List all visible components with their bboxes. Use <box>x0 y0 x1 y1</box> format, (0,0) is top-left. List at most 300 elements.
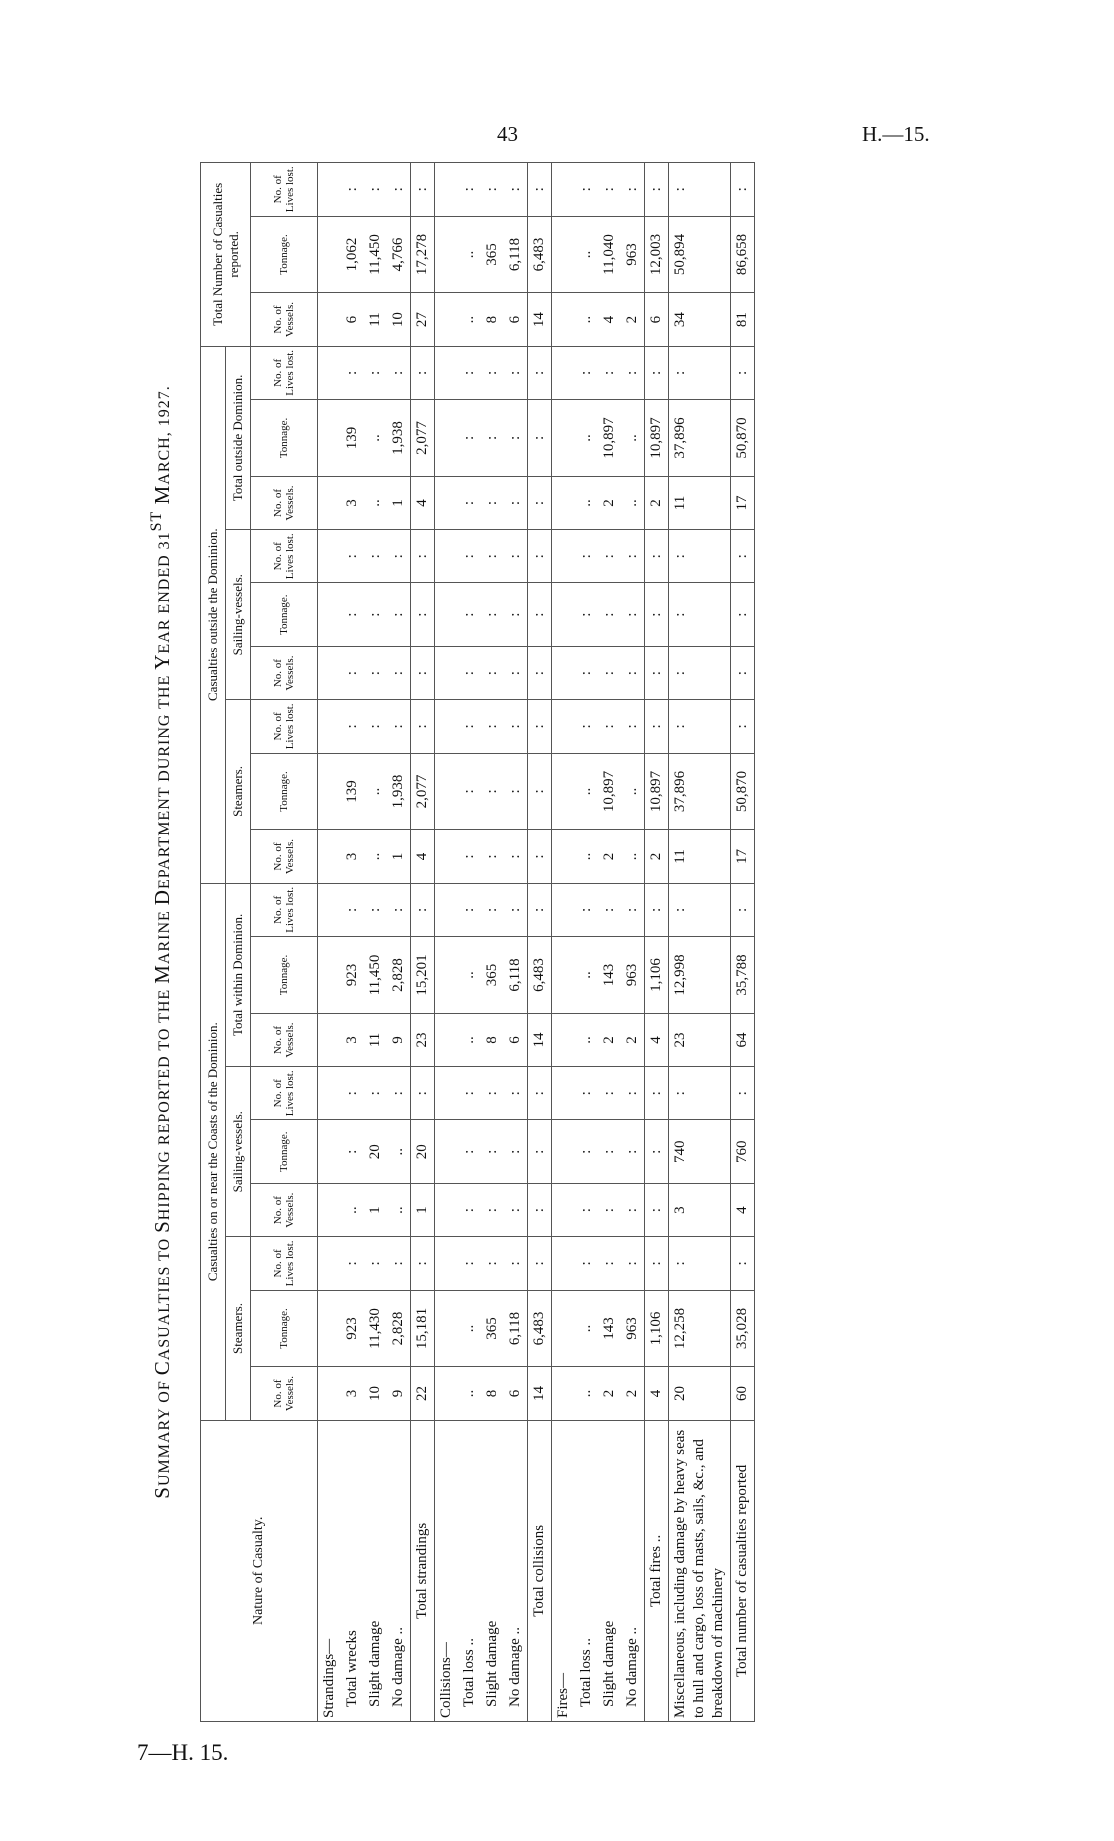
table-cell: .. <box>575 1367 598 1420</box>
table-cell: 10,897 <box>598 400 621 477</box>
column-header-lives: No. of Lives lost. <box>251 700 318 753</box>
table-cell: 11 <box>364 293 387 346</box>
table-cell: .. <box>458 293 481 346</box>
table-cell: 2 <box>621 1367 645 1420</box>
table-cell <box>318 700 342 753</box>
table-cell: .. <box>364 830 387 883</box>
table-cell: 10,897 <box>645 753 669 830</box>
table-cell: : <box>504 346 528 399</box>
table-cell: : <box>598 883 621 936</box>
table-cell: : <box>364 163 387 217</box>
table-row <box>481 163 504 1722</box>
table-cell: 4 <box>411 476 435 529</box>
table-cell: : <box>458 700 481 753</box>
table-cell <box>552 1183 576 1236</box>
table-cell <box>552 346 576 399</box>
table-cell: : <box>731 163 755 217</box>
table-cell: .. <box>387 1183 411 1236</box>
table-cell: 11,430 <box>364 1290 387 1367</box>
table-cell: .. <box>575 753 598 830</box>
table-cell: 50,870 <box>731 753 755 830</box>
header-sailing-vessels: Sailing-vessels. <box>226 1067 251 1237</box>
table-cell: 4,766 <box>387 216 411 293</box>
table-cell: : <box>458 1237 481 1290</box>
column-header-lives: No. of Lives lost. <box>251 883 318 936</box>
table-cell <box>552 530 576 583</box>
table-cell: 1 <box>387 476 411 529</box>
table-cell: 2 <box>598 476 621 529</box>
table-cell <box>318 646 342 699</box>
table-cell: : <box>458 753 481 830</box>
table-cell: : <box>645 530 669 583</box>
table-cell: : <box>575 1237 598 1290</box>
column-header-vessels: No. of Vessels. <box>251 830 318 883</box>
table-cell: : <box>411 583 435 647</box>
table-cell: : <box>528 1183 552 1236</box>
table-cell: 6 <box>504 1367 528 1420</box>
column-header-vessels: No. of Vessels. <box>251 646 318 699</box>
table-cell: : <box>575 346 598 399</box>
table-cell: 37,896 <box>669 400 731 477</box>
table-cell: : <box>575 163 598 217</box>
table-cell: 15,201 <box>411 937 435 1014</box>
table-cell: 9 <box>387 1013 411 1066</box>
table-cell: 15,181 <box>411 1290 435 1367</box>
table-row <box>387 163 411 1722</box>
table-cell <box>318 1013 342 1066</box>
table-cell <box>435 476 459 529</box>
table-cell: 2 <box>645 830 669 883</box>
table-cell: 22 <box>411 1367 435 1420</box>
column-header-lives: No. of Lives lost. <box>251 346 318 399</box>
row-label-strandings-no-damage: No damage .. <box>387 1420 411 1721</box>
table-cell: : <box>481 346 504 399</box>
table-cell: 60 <box>731 1367 755 1420</box>
table-cell: 37,896 <box>669 753 731 830</box>
table-cell: 963 <box>621 937 645 1014</box>
table-cell: : <box>528 163 552 217</box>
table-cell: : <box>387 530 411 583</box>
table-cell: : <box>504 583 528 647</box>
page-number: 43 <box>497 122 518 146</box>
table-cell: : <box>669 583 731 647</box>
table-cell: .. <box>458 1013 481 1066</box>
table-cell: : <box>481 163 504 217</box>
table-cell: .. <box>621 830 645 883</box>
table-cell: : <box>528 883 552 936</box>
table-cell <box>435 346 459 399</box>
table-cell: 6,483 <box>528 1290 552 1367</box>
table-row <box>575 163 598 1722</box>
table-cell <box>318 583 342 647</box>
table-cell: : <box>621 163 645 217</box>
header-group-on-near-coasts: Casualties on or near the Coasts of the Dominion. <box>201 883 226 1420</box>
casualties-table <box>200 162 755 1722</box>
table-cell: : <box>411 1237 435 1290</box>
table-cell: : <box>364 530 387 583</box>
table-cell: 3 <box>341 1367 364 1420</box>
table-cell: 6,118 <box>504 216 528 293</box>
table-cell: : <box>481 476 504 529</box>
column-header-tonnage: Tonnage. <box>251 583 318 647</box>
table-row <box>621 163 645 1722</box>
table-cell: : <box>481 1183 504 1236</box>
column-header-vessels: No. of Vessels. <box>251 1367 318 1420</box>
column-header-vessels: No. of Vessels. <box>251 476 318 529</box>
table-cell: : <box>481 1120 504 1184</box>
table-cell: : <box>528 400 552 477</box>
table-cell: : <box>504 700 528 753</box>
table-cell: .. <box>575 400 598 477</box>
table-cell: 4 <box>645 1013 669 1066</box>
table-cell: : <box>575 883 598 936</box>
table-cell: 4 <box>598 293 621 346</box>
row-label-strandings-slight: Slight damage <box>364 1420 387 1721</box>
table-cell: : <box>731 883 755 936</box>
table-cell: : <box>458 163 481 217</box>
table-cell: 3 <box>341 830 364 883</box>
table-row <box>341 163 364 1722</box>
table-cell: : <box>621 646 645 699</box>
table-cell: 14 <box>528 293 552 346</box>
table-cell: : <box>528 830 552 883</box>
table-cell: : <box>411 883 435 936</box>
table-cell <box>318 293 342 346</box>
table-cell: .. <box>575 937 598 1014</box>
table-cell: : <box>598 1120 621 1184</box>
table-cell: : <box>458 830 481 883</box>
table-cell: 6,483 <box>528 216 552 293</box>
table-cell: 2 <box>598 1013 621 1066</box>
table-cell: 23 <box>411 1013 435 1066</box>
table-cell: .. <box>575 293 598 346</box>
row-label-strandings-total-wrecks: Total wrecks <box>341 1420 364 1721</box>
header-nature-of-casualty: Nature of Casualty. <box>201 1420 318 1721</box>
table-cell: : <box>341 1067 364 1120</box>
footer-mark: 7—H. 15. <box>137 1740 229 1765</box>
table-cell: 2,077 <box>411 753 435 830</box>
table-cell: : <box>458 346 481 399</box>
table-cell: : <box>528 646 552 699</box>
table-cell <box>318 530 342 583</box>
table-cell <box>318 400 342 477</box>
table-cell: : <box>481 646 504 699</box>
table-cell: 17,278 <box>411 216 435 293</box>
table-cell: : <box>669 646 731 699</box>
table-cell: : <box>575 1183 598 1236</box>
table-cell: 35,028 <box>731 1290 755 1367</box>
table-cell: : <box>645 646 669 699</box>
table-cell: : <box>387 700 411 753</box>
table-cell <box>318 883 342 936</box>
table-cell: 8 <box>481 293 504 346</box>
table-cell: : <box>341 883 364 936</box>
table-cell: : <box>669 1237 731 1290</box>
table-cell: : <box>481 700 504 753</box>
table-cell: 12,003 <box>645 216 669 293</box>
table-cell: : <box>621 883 645 936</box>
table-cell <box>435 1367 459 1420</box>
table-cell: : <box>645 883 669 936</box>
table-cell: 81 <box>731 293 755 346</box>
table-cell <box>435 753 459 830</box>
table-cell: 1,106 <box>645 1290 669 1367</box>
table-cell <box>552 883 576 936</box>
table-cell: .. <box>621 476 645 529</box>
table-cell: : <box>481 583 504 647</box>
table-cell: .. <box>575 476 598 529</box>
column-header-lives: No. of Lives lost. <box>251 163 318 217</box>
table-cell: : <box>364 1237 387 1290</box>
table-cell: : <box>387 883 411 936</box>
table-cell: : <box>387 346 411 399</box>
table-cell: : <box>504 830 528 883</box>
table-cell: : <box>341 1120 364 1184</box>
table-cell: 34 <box>669 293 731 346</box>
table-cell: : <box>598 1237 621 1290</box>
table-cell: 963 <box>621 216 645 293</box>
table-cell <box>552 583 576 647</box>
table-cell: : <box>387 1067 411 1120</box>
row-label-miscellaneous: Miscellaneous, including damage by heavy seas to hull and cargo, loss of masts, sails, &c., and breakdown of machinery <box>669 1420 731 1721</box>
table-cell: : <box>504 163 528 217</box>
table-cell: : <box>528 1120 552 1184</box>
table-row <box>435 163 459 1722</box>
table-cell: .. <box>621 400 645 477</box>
table-cell: : <box>731 700 755 753</box>
table-cell: : <box>575 700 598 753</box>
table-cell: 11,040 <box>598 216 621 293</box>
table-cell <box>552 476 576 529</box>
table-cell: : <box>364 346 387 399</box>
table-cell: : <box>528 476 552 529</box>
table-cell: : <box>621 700 645 753</box>
table-cell: .. <box>575 830 598 883</box>
table-cell: : <box>621 346 645 399</box>
table-cell <box>435 700 459 753</box>
table-cell: 11 <box>364 1013 387 1066</box>
table-cell: : <box>645 1067 669 1120</box>
column-header-tonnage: Tonnage. <box>251 400 318 477</box>
table-cell <box>552 400 576 477</box>
table-cell: : <box>504 1120 528 1184</box>
table-cell: 1,938 <box>387 753 411 830</box>
header-sailing-vessels-outside: Sailing-vessels. <box>226 530 251 700</box>
table-cell: 3 <box>341 476 364 529</box>
table-cell: : <box>458 476 481 529</box>
table-cell: : <box>504 530 528 583</box>
table-cell: 2 <box>645 476 669 529</box>
table-cell: 6 <box>645 293 669 346</box>
table-cell: : <box>621 1183 645 1236</box>
table-cell: : <box>645 1237 669 1290</box>
table-cell: : <box>669 1067 731 1120</box>
column-header-vessels: No. of Vessels. <box>251 1183 318 1236</box>
column-header-lives: No. of Lives lost. <box>251 1067 318 1120</box>
table-cell <box>318 937 342 1014</box>
table-cell <box>435 1120 459 1184</box>
table-cell: 2,828 <box>387 937 411 1014</box>
table-cell: : <box>458 883 481 936</box>
table-cell: : <box>458 400 481 477</box>
table-cell <box>435 1290 459 1367</box>
table-cell <box>435 216 459 293</box>
table-cell <box>552 1290 576 1367</box>
table-cell: 923 <box>341 937 364 1014</box>
table-cell <box>552 1067 576 1120</box>
table-cell: .. <box>458 1290 481 1367</box>
table-cell <box>318 1120 342 1184</box>
header-total-within-dominion: Total within Dominion. <box>226 883 251 1067</box>
table-cell: : <box>341 530 364 583</box>
table-cell: 6,118 <box>504 937 528 1014</box>
table-row <box>645 163 669 1722</box>
table-cell <box>552 1237 576 1290</box>
table-cell: 20 <box>669 1367 731 1420</box>
table-cell <box>318 346 342 399</box>
table-cell: : <box>341 163 364 217</box>
table-cell: 760 <box>731 1120 755 1184</box>
table-cell: 8 <box>481 1013 504 1066</box>
table-cell: : <box>387 583 411 647</box>
table-cell: : <box>504 883 528 936</box>
table-cell: : <box>669 163 731 217</box>
table-cell: 4 <box>731 1183 755 1236</box>
table-cell: 6,483 <box>528 937 552 1014</box>
table-cell: : <box>731 583 755 647</box>
table-cell: .. <box>575 216 598 293</box>
table-cell: : <box>598 1183 621 1236</box>
column-header-vessels: No. of Vessels. <box>251 293 318 346</box>
table-cell <box>435 163 459 217</box>
table-cell: 2,077 <box>411 400 435 477</box>
table-cell: 6 <box>504 293 528 346</box>
table-cell <box>318 1067 342 1120</box>
row-label-fires-total-loss: Total loss .. <box>575 1420 598 1721</box>
table-cell: : <box>504 400 528 477</box>
row-label-collisions-head: Collisions— <box>435 1420 459 1721</box>
table-cell: : <box>528 583 552 647</box>
table-cell: : <box>387 163 411 217</box>
table-body <box>318 163 755 1722</box>
table-cell: : <box>341 346 364 399</box>
table-cell: 1,106 <box>645 937 669 1014</box>
table-cell: : <box>621 1237 645 1290</box>
table-cell: : <box>528 1067 552 1120</box>
table-cell: : <box>364 583 387 647</box>
table-cell: : <box>645 1120 669 1184</box>
table-cell: : <box>411 163 435 217</box>
table-cell: 8 <box>481 1367 504 1420</box>
row-label-grand-total: Total number of casualties reported <box>731 1420 755 1721</box>
table-cell: : <box>575 1067 598 1120</box>
table-cell: 20 <box>364 1120 387 1184</box>
table-cell: 11,450 <box>364 937 387 1014</box>
table-cell: 14 <box>528 1367 552 1420</box>
table-cell <box>552 163 576 217</box>
table-cell <box>435 1183 459 1236</box>
table-cell: 143 <box>598 1290 621 1367</box>
table-cell: : <box>598 583 621 647</box>
table-row <box>504 163 528 1722</box>
table-cell: : <box>481 883 504 936</box>
table-cell: : <box>621 1120 645 1184</box>
table-cell <box>552 1120 576 1184</box>
table-cell: : <box>411 1067 435 1120</box>
table-cell <box>435 583 459 647</box>
table-row <box>669 163 731 1722</box>
table-cell: : <box>645 1183 669 1236</box>
table-cell: .. <box>387 1120 411 1184</box>
table-row <box>411 163 435 1722</box>
table-cell: : <box>621 1067 645 1120</box>
table-cell <box>552 937 576 1014</box>
table-cell: 9 <box>387 1367 411 1420</box>
table-cell: 10,897 <box>645 400 669 477</box>
table-cell: : <box>528 1237 552 1290</box>
table-cell <box>552 753 576 830</box>
table-cell: 50,870 <box>731 400 755 477</box>
table-cell: 64 <box>731 1013 755 1066</box>
table-cell: .. <box>364 476 387 529</box>
table-cell: 3 <box>669 1183 731 1236</box>
column-header-tonnage: Tonnage. <box>251 1120 318 1184</box>
table-cell: : <box>598 530 621 583</box>
table-cell: : <box>669 883 731 936</box>
table-cell: .. <box>458 216 481 293</box>
table-cell: : <box>458 1120 481 1184</box>
table-cell: : <box>458 1067 481 1120</box>
column-header-lives: No. of Lives lost. <box>251 1237 318 1290</box>
table-cell: : <box>364 646 387 699</box>
table-cell: : <box>598 1067 621 1120</box>
table-cell <box>318 1367 342 1420</box>
table-cell: 11 <box>669 476 731 529</box>
table-cell: : <box>504 1067 528 1120</box>
table-cell: 6 <box>504 1013 528 1066</box>
page-title: SUMMARY OF CASUALTIES TO SHIPPING REPORTED TO THE MARINE DEPARTMENT DURING THE YEAR ENDED 31ST MARCH, 1927. <box>148 385 174 1499</box>
table-cell: 10 <box>364 1367 387 1420</box>
table-cell: 1 <box>387 830 411 883</box>
table-cell: 139 <box>341 400 364 477</box>
table-row <box>364 163 387 1722</box>
table-cell: 2 <box>598 830 621 883</box>
table-cell <box>435 1067 459 1120</box>
header-group-outside-dominion: Casualties outside the Dominion. <box>201 346 226 883</box>
table-cell: : <box>528 346 552 399</box>
column-header-tonnage: Tonnage. <box>251 753 318 830</box>
row-label-collisions-slight: Slight damage <box>481 1420 504 1721</box>
table-cell <box>318 1237 342 1290</box>
header-group-total-reported: Total Number of Casualties reported. <box>201 163 251 347</box>
table-cell: : <box>645 346 669 399</box>
table-cell: .. <box>458 1367 481 1420</box>
table-cell: .. <box>364 400 387 477</box>
table-cell: : <box>621 530 645 583</box>
table-cell <box>435 400 459 477</box>
table-cell: .. <box>575 1290 598 1367</box>
table-cell: : <box>575 1120 598 1184</box>
table-cell <box>552 646 576 699</box>
table-cell <box>435 530 459 583</box>
table-cell: : <box>341 583 364 647</box>
table-cell: : <box>598 700 621 753</box>
table-cell: 12,258 <box>669 1290 731 1367</box>
table-cell: : <box>411 700 435 753</box>
table-cell: : <box>364 883 387 936</box>
table-cell: 23 <box>669 1013 731 1066</box>
column-header-lives: No. of Lives lost. <box>251 530 318 583</box>
